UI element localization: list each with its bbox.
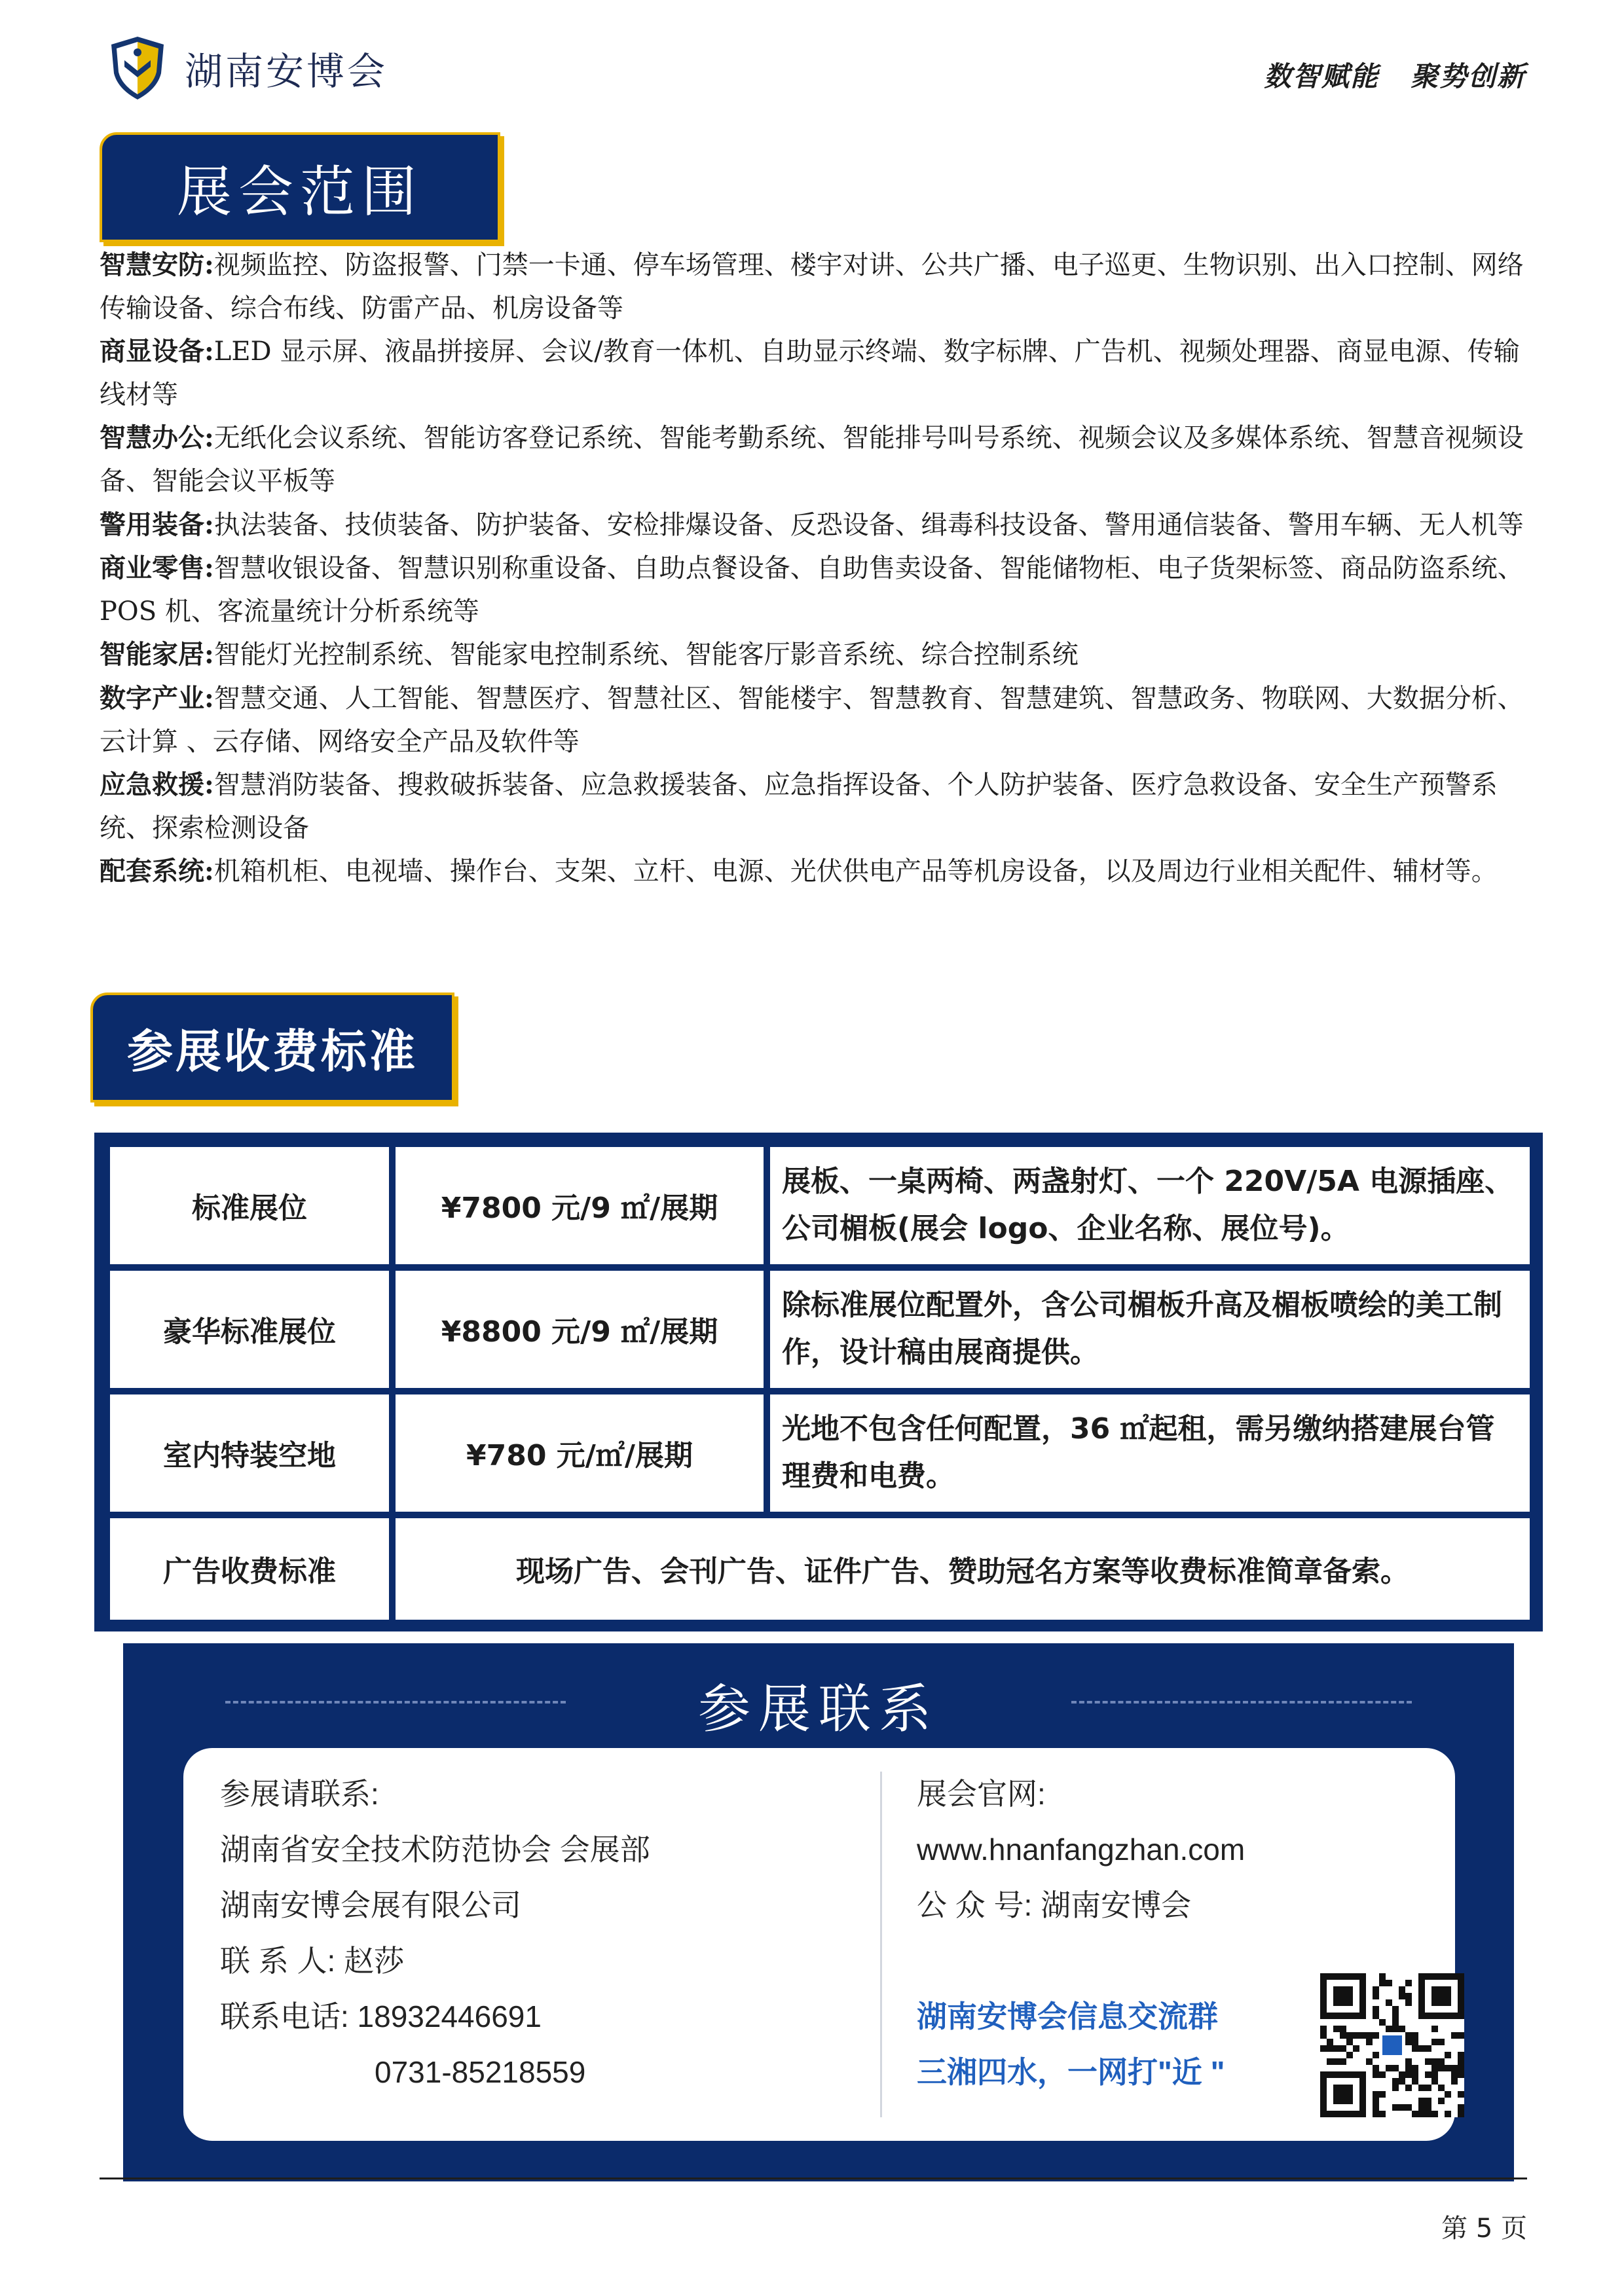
fee-price-cell: ¥780 元/㎡/展期 [396, 1394, 764, 1512]
table-row [110, 1518, 1530, 1620]
group-tagline: 三湘四水，一网打"近 " [917, 2055, 1225, 2089]
scope-item [100, 677, 1534, 763]
section-banner-scope: 展会范围 [100, 132, 500, 242]
scope-item-label: 数字产业: [100, 682, 214, 714]
scope-item-label: 警用装备: [100, 509, 214, 540]
scope-item [100, 244, 1534, 330]
scope-item-text: 执法装备、技侦装备、防护装备、安检排爆设备、反恐设备、缉毒科技设备、警用通信装备、警用车辆、无人机等 [213, 509, 1524, 540]
wechat-account: 公 众 号: 湖南安博会 [917, 1888, 1192, 1922]
scope-item-label: 商显设备: [100, 336, 214, 367]
fee-price-cell: ¥8800 元/9 ㎡/展期 [396, 1271, 764, 1388]
fee-name-cell: 豪华标准展位 [110, 1271, 389, 1388]
slogan-part-2: 聚势创新 [1410, 60, 1526, 92]
fee-desc-cell: 展板、一桌两椅、两盏射灯、一个 220V/5A 电源插座、公司楣板(展会 logo、企业名称、展位号)。 [770, 1147, 1530, 1264]
website-heading: 展会官网: [917, 1777, 1046, 1811]
contact-heading: 参展请联系: [220, 1777, 379, 1811]
contact-title: 参展联系 [698, 1679, 939, 1740]
group-name: 湖南安博会信息交流群 [917, 1999, 1218, 2033]
contact-panel [123, 1643, 1514, 2181]
table-row [110, 1147, 1530, 1264]
page-number: 第 5 页 [1441, 2214, 1527, 2244]
contact-org-company: 湖南安博会展有限公司 [220, 1888, 521, 1922]
scope-item-label: 商业零售: [100, 553, 214, 584]
scope-item-label: 智慧安防: [100, 249, 214, 280]
scope-item-text: 智能灯光控制系统、智能家电控制系统、智能客厅影音系统、综合控制系统 [213, 640, 1079, 670]
brand-name: 湖南安博会 [185, 49, 388, 94]
fee-name-cell: 标准展位 [110, 1147, 389, 1264]
scope-item-text: 智慧收银设备、智慧识别称重设备、自助点餐设备、自助售卖设备、智能储物柜、电子货架标签、商品防盗系统、POS 机、客流量统计分析系统等 [100, 553, 1524, 627]
contact-phone-mobile: 联系电话: 18932446691 [220, 1999, 542, 2033]
scope-item [100, 416, 1534, 503]
contact-left-column [220, 1766, 650, 2100]
contact-org-association: 湖南省安全技术防范协会 会展部 [220, 1832, 650, 1867]
fee-table [94, 1133, 1543, 1631]
scope-item [100, 547, 1534, 633]
scope-item [100, 503, 1534, 547]
footer-rule [100, 2178, 1527, 2179]
section-banner-fees: 参展收费标准 [90, 993, 454, 1102]
table-row [110, 1271, 1530, 1388]
scope-item [100, 633, 1534, 677]
scope-item [100, 850, 1534, 894]
table-row [110, 1394, 1530, 1512]
scope-item [100, 763, 1534, 850]
scope-item-label: 配套系统: [100, 856, 214, 887]
scope-item-text: LED 显示屏、液晶拼接屏、会议/教育一体机、自助显示终端、数字标牌、广告机、视频处理器、商显电源、传输线材等 [100, 337, 1520, 410]
contact-phone-landline: 0731-85218559 [375, 2055, 586, 2089]
scope-item-label: 智能家居: [100, 639, 214, 670]
fee-price-cell: ¥7800 元/9 ㎡/展期 [396, 1147, 764, 1264]
card-divider [880, 1772, 882, 2117]
scope-item-text: 无纸化会议系统、智能访客登记系统、智能考勤系统、智能排号叫号系统、视频会议及多媒体系统、智慧音视频设备、智能会议平板等 [100, 423, 1524, 496]
contact-right-column [917, 1766, 1245, 2100]
scope-item-text: 智慧消防装备、搜救破拆装备、应急救援装备、应急指挥设备、个人防护装备、医疗急救设备、安全生产预警系统、探索检测设备 [100, 770, 1498, 843]
fee-desc-cell: 除标准展位配置外，含公司楣板升高及楣板喷绘的美工制作，设计稿由展商提供。 [770, 1271, 1530, 1388]
contact-card [183, 1748, 1455, 2141]
qr-code-icon [1320, 1973, 1464, 2117]
scope-item-label: 应急救援: [100, 769, 214, 801]
scope-item [100, 330, 1534, 416]
ad-desc-cell: 现场广告、会刊广告、证件广告、赞助冠名方案等收费标准简章备索。 [396, 1518, 1530, 1620]
fee-desc-cell: 光地不包含任何配置，36 ㎡起租，需另缴纳搭建展台管理费和电费。 [770, 1394, 1530, 1512]
scope-item-text: 机箱机柜、电视墙、操作台、支架、立杆、电源、光伏供电产品等机房设备，以及周边行业相关配件、辅材等。 [213, 856, 1498, 887]
scope-item-text: 智慧交通、人工智能、智慧医疗、智慧社区、智能楼宇、智慧教育、智慧建筑、智慧政务、物联网、大数据分析、云计算 、云存储、网络安全产品及软件等 [100, 683, 1524, 757]
slogan-part-1: 数智赋能 [1263, 60, 1379, 92]
contact-person: 联 系 人: 赵莎 [220, 1944, 405, 1978]
header-slogan [1264, 55, 1526, 94]
scope-list [100, 244, 1534, 894]
scope-item-text: 视频监控、防盗报警、门禁一卡通、停车场管理、楼宇对讲、公共广播、电子巡更、生物识别、出入口控制、网络传输设备、综合布线、防雷产品、机房设备等 [100, 250, 1524, 323]
ad-name-cell: 广告收费标准 [110, 1518, 389, 1620]
fee-name-cell: 室内特装空地 [110, 1394, 389, 1512]
scope-item-label: 智慧办公: [100, 422, 214, 454]
website-link[interactable]: www.hnanfangzhan.com [917, 1832, 1246, 1867]
shield-logo-icon [106, 34, 169, 102]
